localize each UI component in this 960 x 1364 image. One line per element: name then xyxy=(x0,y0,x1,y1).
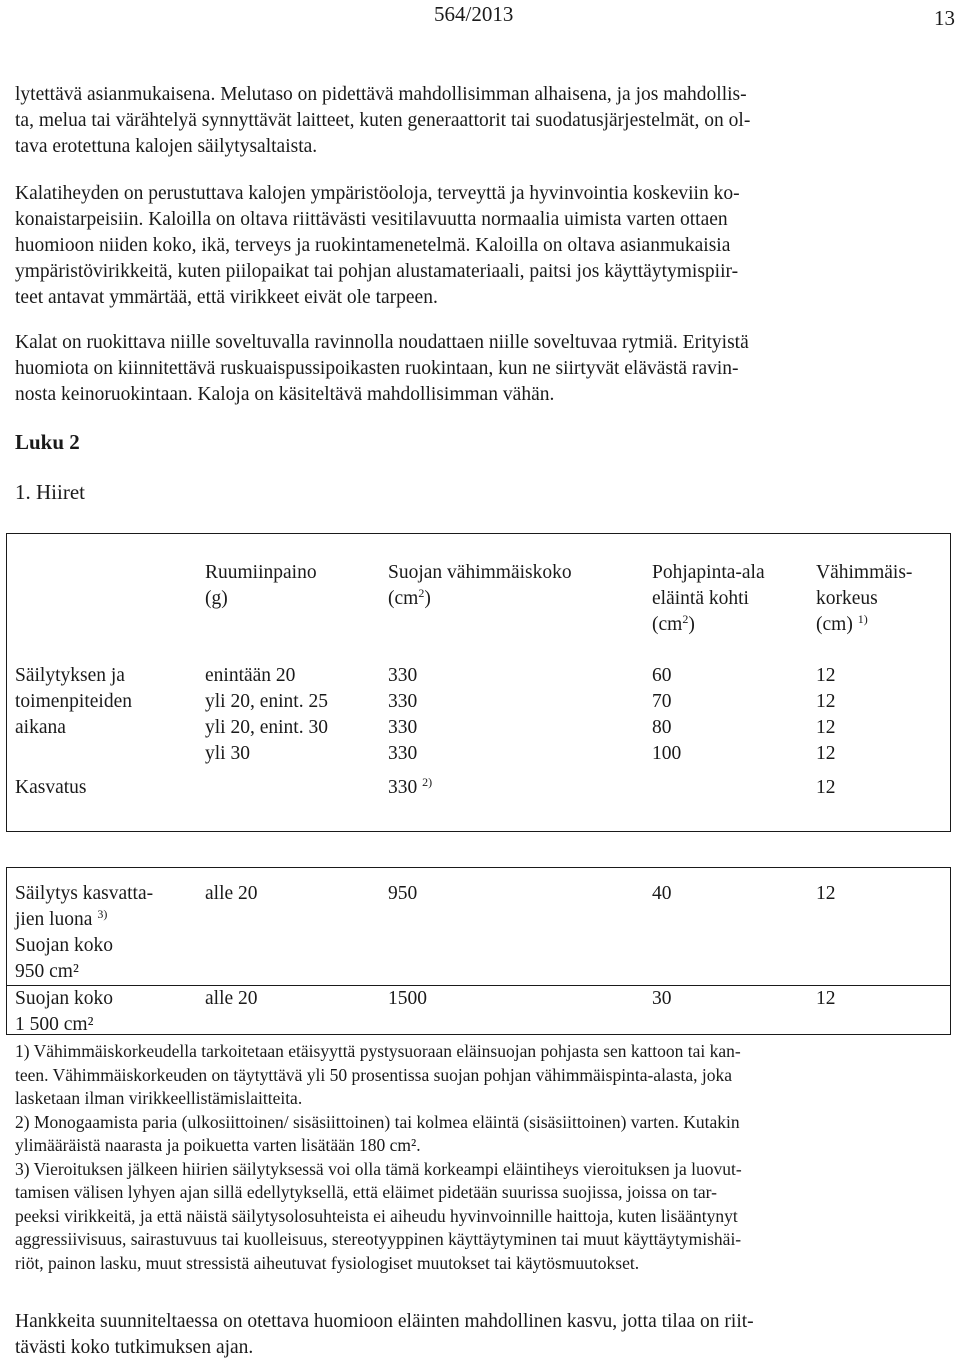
stock-1500-floor: 30 xyxy=(652,988,672,1009)
stock-1500-height: 12 xyxy=(816,988,836,1009)
text-line: konaistarpeisiin. Kaloilla on oltava riittävästi vesitilavuutta normaalia uimista varten ottaen xyxy=(15,209,728,230)
section-heading: 1. Hiiret xyxy=(15,480,85,504)
stock-1500-enclosure: 1500 xyxy=(388,988,427,1009)
stock-1500-weight: alle 20 xyxy=(205,988,258,1009)
enclosures-column: 330 330 330 330 xyxy=(388,665,418,764)
footnote-line: aggressiivisuus, sairastuvuus tai kuolleisuus, stereotyyppinen käyttäytyminen tai muut käyttäytymishäi- xyxy=(15,1229,742,1249)
weights-column: enintään 20 yli 20, enint. 25 yli 20, enint. 30 yli 30 xyxy=(205,665,328,764)
row-label-stock-1500: Suojan koko 1 500 cm² xyxy=(15,988,114,1035)
text-line: tävästi koko tutkimuksen ajan. xyxy=(15,1337,254,1358)
footnote-line: 1) Vähimmäiskorkeudella tarkoitetaan etäisyyttä pystysuoraan eläinsuojan pohjasta sen kattoon tai kan- xyxy=(15,1041,741,1061)
row-label-storage: Säilytyksen ja toimenpiteiden aikana xyxy=(15,665,132,738)
stock-950-height: 12 xyxy=(816,883,836,904)
table-divider xyxy=(6,985,951,986)
paragraph-density xyxy=(15,181,950,311)
header-min-height: Vähimmäis- korkeus (cm) $^{1)}$ xyxy=(816,562,913,635)
stock-950-weight: alle 20 xyxy=(205,883,258,904)
page-number: 13 xyxy=(934,6,955,30)
footnote-line: lasketaan ilman virikkeellistämislaitteita. xyxy=(15,1088,303,1108)
chapter-heading: Luku 2 xyxy=(15,430,80,454)
text-line: lytettävä asianmukaisena. Melutaso on pidettävä mahdollisimman alhaisena, ja jos mahdollis- xyxy=(15,84,747,105)
document-number: 564/2013 xyxy=(434,2,514,26)
text-line: nosta keinoruokintaan. Kaloja on käsiteltävä mahdollisimman vähän. xyxy=(15,384,555,405)
footnote-line: peeksi virikkeitä, ja että näistä säilytysolosuhteista ei aiheudu hyvinvoinnille haittoja, kuten lisääntynyt xyxy=(15,1205,738,1226)
breeding-enclosure: 330 $^{2)}$ xyxy=(388,775,433,798)
heights-column: 12 12 12 12 xyxy=(816,665,836,764)
footnote-line: ylimääräistä naarasta ja poikuetta varten lisätään 180 cm². xyxy=(15,1135,421,1155)
text-line: teet antavat ymmärtää, että virikkeet eivät ole tarpeen. xyxy=(15,287,438,308)
footnote-line: tamisen välisen lyhyen ajan sillä edellytyksellä, että eläimet pidetään suurissa suojissa, joissa on tar- xyxy=(15,1182,717,1202)
paragraph-planning xyxy=(15,1309,950,1361)
text-line: Kalatiheyden on perustuttava kalojen ympäristöoloja, terveyttä ja hyvinvointia koskeviin ko- xyxy=(15,183,740,204)
footnote-line: teen. Vähimmäiskorkeuden on täytyttävä yli 50 prosentissa suojan pohjan vähimmäispinta-alasta, joka xyxy=(15,1064,733,1085)
stock-950-enclosure: 950 xyxy=(388,883,418,904)
text-line: huomioon niiden koko, ikä, terveys ja ruokintamenetelmä. Kaloilla on oltava asianmukaisia xyxy=(15,235,731,256)
header-weight: Ruumiinpaino (g) xyxy=(205,562,317,609)
stock-950-floor: 40 xyxy=(652,883,672,904)
breeding-height: 12 xyxy=(816,777,836,798)
text-line: huomiota on kiinnitettävä ruskuaispussipoikasten ruokintaan, kun ne siirtyvät elävästä ravin- xyxy=(15,358,739,379)
floor-areas-column: 60 70 80 100 xyxy=(652,665,682,764)
text-line: ta, melua tai värähtelyä synnyttävät laitteet, kuten generaattorit tai suodatusjärjestelmät, on ol- xyxy=(15,110,751,131)
text-line: ympäristövirikkeitä, kuten piilopaikat tai pohjan alustamateriaali, paitsi jos käyttäytymispiir- xyxy=(15,261,739,282)
table-footnotes xyxy=(15,1040,950,1275)
footnote-line: riöt, painon lasku, muut stressistä aiheutuvat fysiologiset muutokset tai käytösmuutokset. xyxy=(15,1252,640,1273)
text-line: Kalat on ruokittava niille soveltuvalla ravinnolla noudattaen niille soveltuvaa rytmiä. Erityistä xyxy=(15,332,749,353)
text-line: tava erotettuna kalojen säilytysaltaista. xyxy=(15,136,318,157)
text-line: Hankkeita suunniteltaessa on otettava huomioon eläinten mahdollinen kasvu, jotta tilaa on riit- xyxy=(15,1311,754,1332)
paragraph-noise xyxy=(15,82,950,160)
footnote-line: 2) Monogaamista paria (ulkosiittoinen/ sisäsiittoinen) tai kolmea eläintä (sisäsiittoinen) varten. Kutakin xyxy=(15,1111,740,1132)
footnote-line: 3) Vieroituksen jälkeen hiirien säilytyksessä voi olla tämä korkeampi eläintiheys vieroituksen ja luovut- xyxy=(15,1158,742,1179)
row-label-breeding: Kasvatus xyxy=(15,777,87,798)
header-enclosure-size: Suojan vähimmäiskoko $(cm^2)$ xyxy=(388,562,572,609)
row-label-stock-950: Säilytys kasvatta- jien luona $^{3)}$ Suojan koko 950 cm² xyxy=(15,883,154,982)
header-floor-area: Pohjapinta-ala eläintä kohti $(cm^2)$ xyxy=(652,562,765,635)
paragraph-feeding xyxy=(15,330,950,408)
